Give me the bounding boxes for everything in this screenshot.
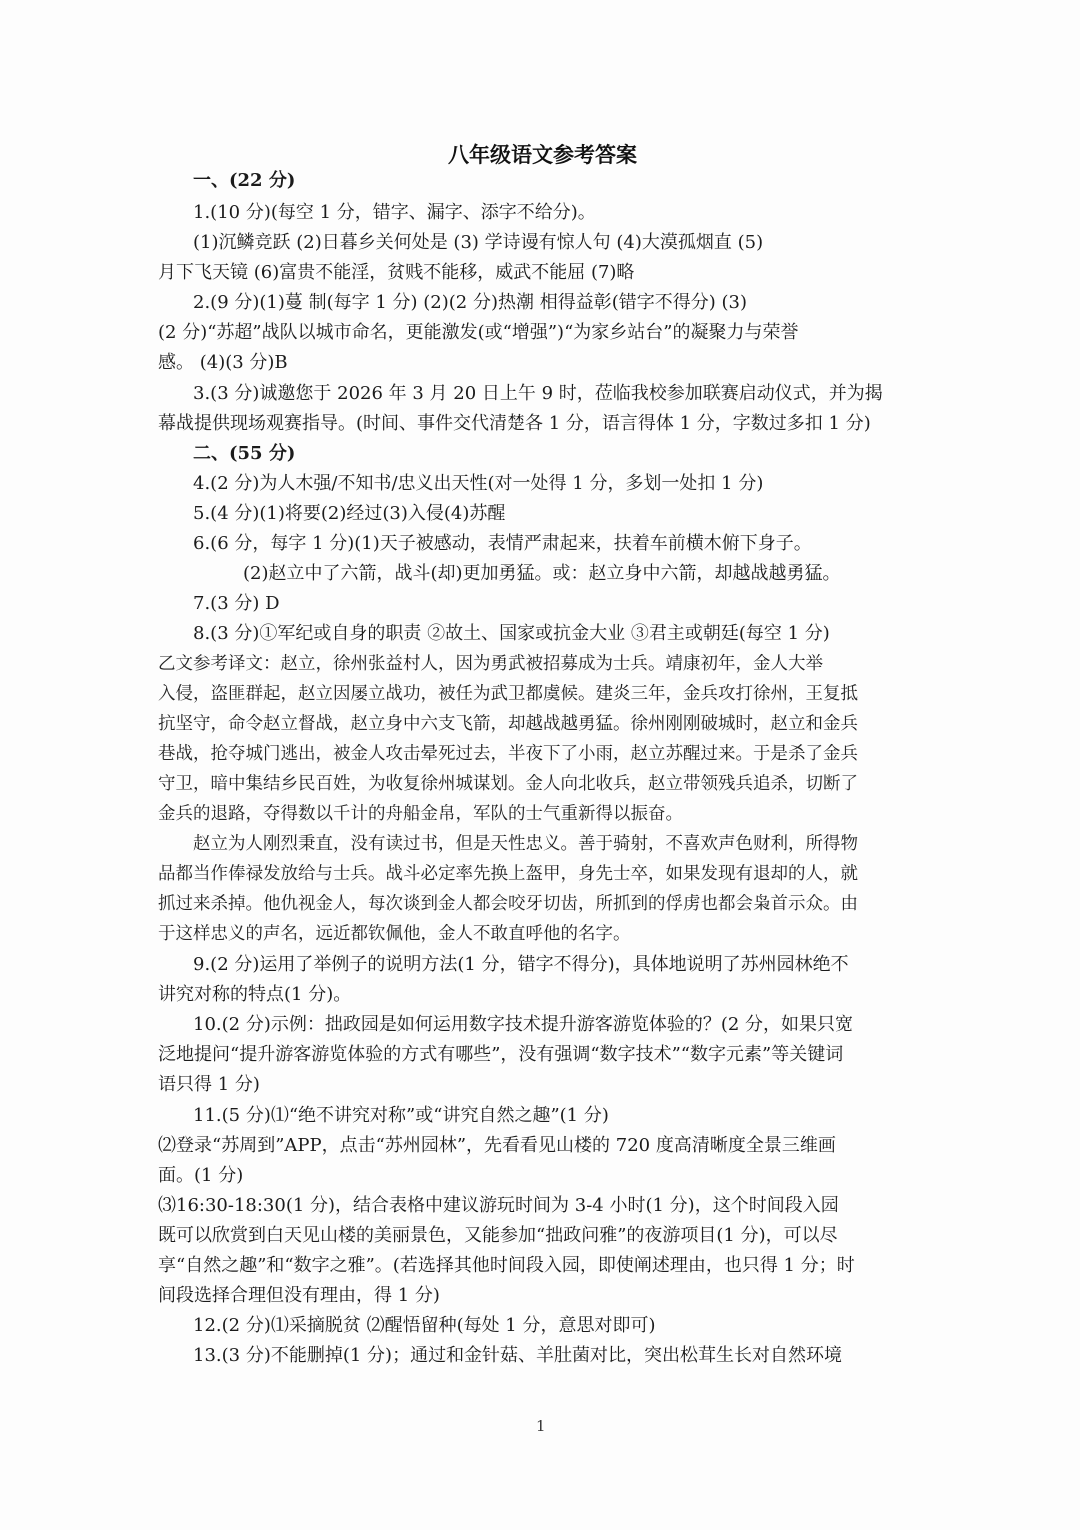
text-line: 10.(2 分)示例：拙政园是如何运用数字技术提升游客游览体验的？(2 分，如果只宽 (193, 1014, 854, 1035)
section-heading: 二、(55 分) (193, 443, 296, 464)
text-line: 享“自然之趣”和“数字之雅”。(若选择其他时间段入园，即使阐述理由，也只得 1 分；时 (158, 1255, 855, 1276)
text-line: 泛地提问“提升游客游览体验的方式有哪些”，没有强调“数字技术”“数字元素”等关键词 (158, 1044, 844, 1065)
translation-line: 入侵，盗匪群起，赵立因屡立战功，被任为武卫都虞候。建炎三年，金兵攻打徐州，王复抵 (158, 684, 858, 704)
text-line: 3.(3 分)诚邀您于 2026 年 3 月 20 日上午 9 时，莅临我校参加联赛启动仪式，并为揭 (193, 383, 883, 404)
text-line: 5.(4 分)(1)将要(2)经过(3)入侵(4)苏醒 (193, 503, 506, 524)
section-heading: 一、(22 分) (193, 170, 296, 191)
translation-line: 巷战，抢夺城门逃出，被金人攻击晕死过去，半夜下了小雨，赵立苏醒过来。于是杀了金兵 (158, 744, 858, 764)
text-line: ⑵登录“苏周到”APP，点击“苏州园林”，先看看见山楼的 720 度高清晰度全景三维画 (158, 1135, 836, 1156)
text-line: 2.(9 分)(1)蔓 制(每字 1 分) (2)(2 分)热潮 相得益彰(错字不得分) (3) (193, 292, 747, 313)
translation-line: 抓过来杀掉。他仇视金人，每次谈到金人都会咬牙切齿，所抓到的俘虏也都会枭首示众。由 (158, 894, 858, 914)
translation-line: 乙文参考译文：赵立，徐州张益村人，因为勇武被招募成为士兵。靖康初年，金人大举 (158, 654, 823, 674)
text-line: 6.(6 分，每字 1 分)(1)天子被感动，表情严肃起来，扶着车前横木俯下身子。 (193, 533, 812, 554)
text-line: 7.(3 分) D (193, 593, 280, 614)
text-line: 语只得 1 分) (158, 1074, 260, 1095)
text-line: 感。 (4)(3 分)B (158, 352, 288, 373)
text-line: 1.(10 分)(每空 1 分，错字、漏字、添字不给分)。 (193, 202, 596, 223)
text-line: ⑶16:30-18:30(1 分)，结合表格中建议游玩时间为 3-4 小时(1 分)，这个时间段入园 (158, 1195, 839, 1216)
translation-line: 守卫，暗中集结乡民百姓，为收复徐州城谋划。金人向北收兵，赵立带领残兵追杀，切断了 (158, 774, 858, 794)
text-line: (1)沉鳞竞跃 (2)日暮乡关何处是 (3) 学诗谩有惊人句 (4)大漠孤烟直 (5) (193, 232, 764, 253)
page-number: 1 (536, 1417, 546, 1435)
text-line: 讲究对称的特点(1 分)。 (158, 984, 352, 1005)
text-line: 月下飞天镜 (6)富贵不能淫，贫贱不能移，威武不能屈 (7)略 (158, 262, 635, 283)
text-line: 4.(2 分)为人木强/不知书/忠义出天性(对一处得 1 分，多划一处扣 1 分) (193, 473, 764, 494)
text-line: 幕战提供现场观赛指导。(时间、事件交代清楚各 1 分，语言得体 1 分，字数过多扣 1 分) (158, 413, 871, 434)
document-title: 八年级语文参考答案 (448, 142, 637, 167)
text-line: 面。(1 分) (158, 1165, 244, 1186)
text-line: 12.(2 分)⑴采摘脱贫 ⑵醒悟留种(每处 1 分，意思对即可) (193, 1315, 656, 1336)
text-line: 既可以欣赏到白天见山楼的美丽景色，又能参加“拙政问雅”的夜游项目(1 分)，可以尽 (158, 1225, 838, 1246)
text-line: 8.(3 分)①军纪或自身的职责 ②故土、国家或抗金大业 ③君主或朝廷(每空 1 分) (193, 623, 830, 644)
text-line: 9.(2 分)运用了举例子的说明方法(1 分，错字不得分)，具体地说明了苏州园林绝不 (193, 954, 849, 975)
translation-line: 抗坚守，命令赵立督战，赵立身中六支飞箭，却越战越勇猛。徐州刚刚破城时，赵立和金兵 (158, 714, 858, 734)
text-line: 13.(3 分)不能删掉(1 分)；通过和金针菇、羊肚菌对比，突出松茸生长对自然环境 (193, 1345, 843, 1366)
translation-line: 于这样忠义的声名，远近都钦佩他，金人不敢直呼他的名字。 (158, 924, 631, 944)
text-line: (2 分)“苏超”战队以城市命名，更能激发(或“增强”)“为家乡站台”的凝聚力与荣誉 (158, 322, 799, 343)
text-line: 11.(5 分)⑴“绝不讲究对称”或“讲究自然之趣”(1 分) (193, 1105, 609, 1126)
text-line: 间段选择合理但没有理由，得 1 分) (158, 1285, 440, 1306)
translation-line: 金兵的退路，夺得数以千计的舟船金帛，军队的士气重新得以振奋。 (158, 804, 683, 824)
text-line: (2)赵立中了六箭，战斗(却)更加勇猛。或：赵立身中六箭，却越战越勇猛。 (243, 563, 841, 584)
translation-line: 品都当作俸禄发放给与士兵。战斗必定率先换上盔甲，身先士卒，如果发现有退却的人，就 (158, 864, 858, 884)
translation-line: 赵立为人刚烈秉直，没有读过书，但是天性忠义。善于骑射，不喜欢声色财利，所得物 (193, 834, 858, 854)
